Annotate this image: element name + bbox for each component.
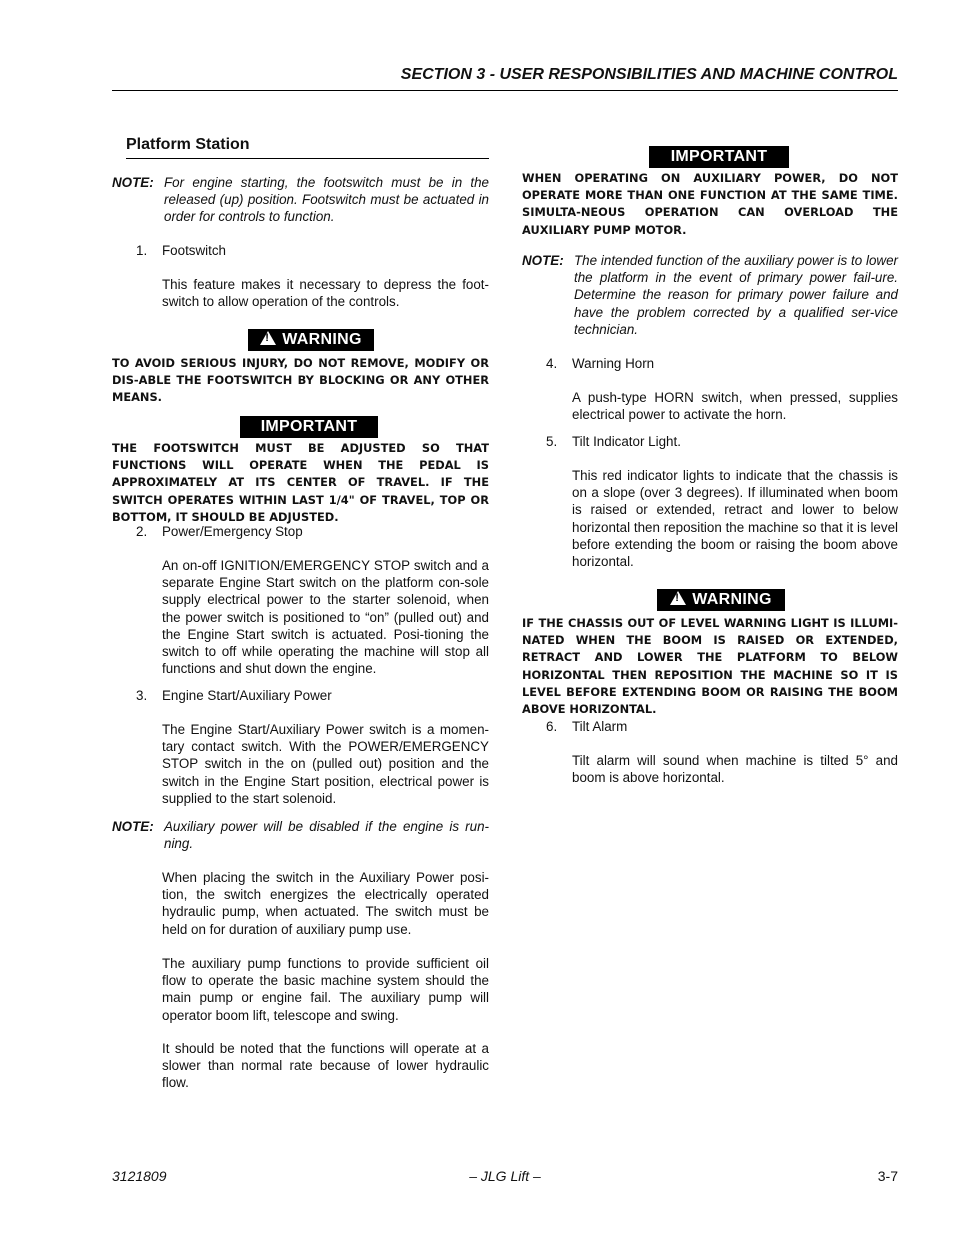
item-title-footswitch: Footswitch [162,243,226,258]
note-label: NOTE: [112,819,154,834]
page-footer [112,1168,898,1188]
paragraph-auxiliary-pump: The auxiliary pump functions to provide sufficient oil flow to operate the basic machine system should the main pump or engine fail. The auxiliary pump will operator boom lift, telescope and swing. [162,956,489,1023]
important-badge: IMPORTANT [240,416,378,438]
paragraph-tilt-indicator: This red indicator lights to indicate that the chassis is on a slope (over 3 degrees). If illuminated when boom is raised or extended, retract and lower to below horizontal then reposition the machine so that it is level before extending the boom or raising the boom above horizontal. [572,468,898,570]
item-title-engine-start: Engine Start/Auxiliary Power [162,688,332,703]
item-number: 6. [546,719,558,734]
note-label: NOTE: [522,253,564,268]
item-title-tilt-alarm: Tilt Alarm [572,719,628,734]
note-text: The intended function of the auxiliary power is to lower the platform in the event of primary power fail-ure. Determine the reason for primary power failure and have the problem corrected by a qualified ser-vice technician. [574,253,898,337]
note-footswitch-start [112,174,489,226]
section-header [112,64,898,91]
paragraph-power-emergency-stop: An on-off IGNITION/EMERGENCY STOP switch and a separate Engine Start switch on the platform con-sole supply electrical power to the starter solenoid, when the power switch is positioned to “on” (pulled out) and the Engine Start switch is actuated. Posi-tioning the switch to off while operating the machine will stop all functions and shut down the engine. [162,558,489,677]
page-number: 3-7 [877,1168,898,1184]
paragraph-engine-start: The Engine Start/Auxiliary Power switch is a momen-tary contact switch. With the POWER/EMERGENCY STOP switch in the on (pulled out) position and the switch in the Engine Start position, electrical power is supplied to the start solenoid. [162,722,489,806]
note-text: Auxiliary power will be disabled if the engine is run-ning. [164,819,489,852]
document-number: 3121809 [112,1168,167,1184]
item-title-warning-horn: Warning Horn [572,356,655,371]
note-auxiliary-disabled [112,818,489,852]
important-text-auxiliary: WHEN OPERATING ON AUXILIARY POWER, DO NOT OPERATE MORE THAN ONE FUNCTION AT THE SAME TIME. SIMULTA-NEOUS OPERATION CAN OVERLOAD THE AUXILIARY PUMP MOTOR. [522,171,898,237]
note-auxiliary-intended [522,252,898,338]
item-number: 2. [136,524,148,539]
warning-text-out-of-level: IF THE CHASSIS OUT OF LEVEL WARNING LIGHT IS ILLUMI-NATED WHEN THE BOOM IS RAISED OR EXTENDED, RETRACT AND LOWER THE PLATFORM TO BELOW HORIZONTAL THEN REPOSITION THE MACHINE SO IT IS LEVEL BEFORE EXTENDING BOOM OR RAISING THE BOOM ABOVE HORIZONTAL. [522,616,898,717]
paragraph-footswitch: This feature makes it necessary to depress the foot-switch to allow operation of the controls. [162,277,489,310]
paragraph-warning-horn: A push-type HORN switch, when pressed, supplies electrical power to activate the horn. [572,390,898,423]
footer-brand: – JLG Lift – [469,1168,541,1184]
note-label: NOTE: [112,175,154,190]
warning-badge: !WARNING [248,329,374,351]
paragraph-tilt-alarm: Tilt alarm will sound when machine is tilted 5° and boom is above horizontal. [572,753,898,786]
note-text: For engine starting, the footswitch must be in the released (up) position. Footswitch must be actuated in order for controls to function. [164,175,489,225]
warning-badge: !WARNING [657,589,785,611]
warning-triangle-icon [670,591,686,605]
paragraph-slower-rate: It should be noted that the functions will operate at a slower than normal rate because of lower hydraulic flow. [162,1041,489,1091]
platform-station-heading: Platform Station [126,136,489,159]
item-number: 5. [546,434,558,449]
warning-triangle-icon [260,331,276,345]
item-title-power-emergency-stop: Power/Emergency Stop [162,524,303,539]
paragraph-auxiliary-position: When placing the switch in the Auxiliary Power posi-tion, the switch energizes the electrically operated hydraulic pump, when actuated. The switch must be held on for duration of auxiliary pump use. [162,870,489,937]
item-title-tilt-indicator: Tilt Indicator Light. [572,434,681,449]
important-text-footswitch: THE FOOTSWITCH MUST BE ADJUSTED SO THAT FUNCTIONS WILL OPERATE WHEN THE PEDAL IS APPROXIMATELY AT ITS CENTER OF TRAVEL. IF THE SWITCH OPERATES WITHIN LAST 1/4" OF TRAVEL, TOP OR BOTTOM, IT SHOULD BE ADJUSTED. [112,441,489,524]
important-badge: IMPORTANT [649,146,789,168]
section-title: SECTION 3 - USER RESPONSIBILITIES AND MACHINE CONTROL [400,66,898,83]
item-number: 1. [136,243,148,258]
warning-text-footswitch: TO AVOID SERIOUS INJURY, DO NOT REMOVE, MODIFY OR DIS-ABLE THE FOOTSWITCH BY BLOCKING OR ANY OTHER MEANS. [112,356,489,405]
item-number: 4. [546,356,558,371]
item-number: 3. [136,688,148,703]
